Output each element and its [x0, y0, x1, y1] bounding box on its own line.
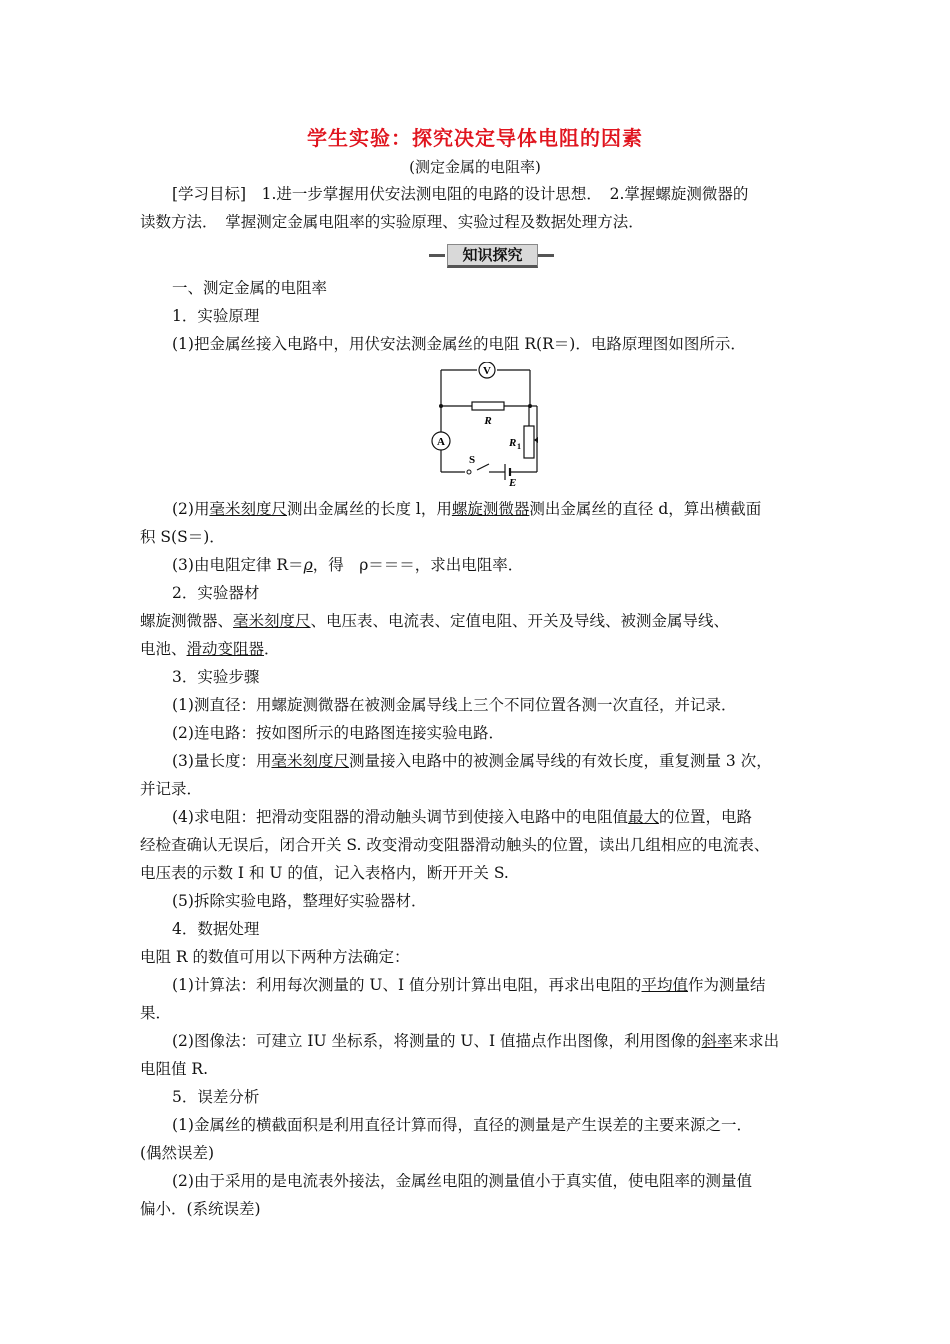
d1-text-a: (1)计算法：利用每次测量的 U、I 值分别计算出电阻，再求出电阻的 [172, 976, 642, 994]
eq2-text-a: 电池、 [140, 640, 187, 658]
step-4-line3: 电压表的示数 I 和 U 的值，记入表格内，断开开关 S. [140, 864, 509, 882]
subheading-error: 5．误差分析 [172, 1088, 260, 1106]
data-method-1 [172, 973, 766, 995]
section-heading: 一、测定金属的电阻率 [172, 279, 328, 297]
step-1: (1)测直径：用螺旋测微器在被测金属导线上三个不同位置各测一次直径，并记录． [172, 696, 737, 714]
rheostat-subscript: 1 [517, 442, 521, 451]
s3-text-a: (3)量长度：用 [172, 752, 272, 770]
ammeter-label: A [437, 436, 445, 448]
rheostat-label: R [509, 437, 517, 449]
s3-text-b: 测量接入电路中的被测金属导线的有效长度，重复测量 3 次， [348, 752, 772, 770]
banner-label: 知识探究 [447, 244, 538, 268]
eq1-text-b: 、电压表、电流表、定值电阻、开关及导线、被测金属导线、 [310, 612, 730, 630]
p2-text-a: (2)用 [172, 500, 210, 518]
section-banner [429, 244, 554, 266]
learning-goals-line-1: [学习目标] 1.进一步掌握用伏安法测电阻的电路的设计思想． 2.掌握螺旋测微器的 [172, 185, 749, 203]
step-3 [172, 749, 772, 771]
eq2-underline: 滑动变阻器 [186, 640, 265, 658]
subheading-data: 4．数据处理 [172, 920, 260, 938]
p2-underline-ruler: 毫米刻度尺 [209, 500, 287, 518]
step-3-line2: 并记录． [140, 780, 203, 798]
step-4 [172, 805, 752, 827]
d2-underline: 斜率 [701, 1032, 733, 1050]
data-method-2 [172, 1029, 779, 1051]
principle-p1: (1)把金属丝接入电路中，用伏安法测金属丝的电阻 R(R＝)．电路原理图如图所示． [172, 335, 746, 353]
d2-text-b: 来求出 [732, 1032, 780, 1050]
data-method-2-line2: 电阻值 R. [140, 1060, 209, 1078]
resistor-label: R [484, 415, 492, 427]
p3-underline-rho: ρ [303, 556, 313, 574]
p2-text-c: 测出金属丝的直径 d，算出横截面 [529, 500, 762, 518]
subheading-principle: 1．实验原理 [172, 307, 260, 325]
step-4-line2: 经检查确认无误后，闭合开关 S. 改变滑动变阻器滑动触头的位置，读出几组相应的电流表、 [140, 836, 770, 854]
principle-p2-line2: 积 S(S＝)． [140, 528, 225, 546]
error-1-line2: (偶然误差) [140, 1144, 215, 1162]
page-subtitle: (测定金属的电阻率) [409, 158, 541, 176]
subheading-equipment: 2．实验器材 [172, 584, 260, 602]
eq1-text-a: 螺旋测微器、 [140, 612, 234, 630]
p3-text-a: (3)由电阻定律 R＝ [172, 556, 304, 574]
d1-text-b: 作为测量结 [688, 976, 766, 994]
learning-goals-line-2: 读数方法． 掌握测定金属电阻率的实验原理、实验过程及数据处理方法． [140, 213, 644, 231]
equipment-line-2 [140, 637, 280, 659]
step-5: (5)拆除实验电路，整理好实验器材． [172, 892, 427, 910]
p2-underline-micrometer: 螺旋测微器 [451, 500, 530, 518]
d2-text-a: (2)图像法：可建立 IU 坐标系，将测量的 U、I 值描点作出图像，利用图像的 [172, 1032, 702, 1050]
data-method-1-line2: 果． [140, 1004, 172, 1022]
data-intro: 电阻 R 的数值可用以下两种方法确定： [140, 948, 410, 966]
eq1-underline: 毫米刻度尺 [233, 612, 311, 630]
banner-left-bar [429, 254, 445, 257]
s4-underline: 最大 [627, 808, 659, 826]
principle-p2 [172, 497, 761, 519]
error-1: (1)金属丝的横截面积是利用直径计算而得，直径的测量是产生误差的主要来源之一． [172, 1116, 752, 1134]
error-2: (2)由于采用的是电流表外接法，金属丝电阻的测量值小于真实值，使电阻率的测量值 [172, 1172, 752, 1190]
s3-underline: 毫米刻度尺 [271, 752, 349, 770]
circuit-diagram [425, 362, 555, 487]
principle-p3 [172, 553, 523, 575]
d1-underline: 平均值 [641, 976, 689, 994]
error-2-line2: 偏小．(系统误差) [140, 1200, 261, 1218]
voltmeter-label: V [483, 365, 491, 377]
s4-text-b: 的位置，电路 [658, 808, 752, 826]
eq2-text-b: ． [264, 640, 280, 658]
switch-label: S [469, 454, 476, 466]
page-title: 学生实验：探究决定导体电阻的因素 [307, 126, 643, 150]
s4-text-a: (4)求电阻：把滑动变阻器的滑动触头调节到使接入电路中的电阻值 [172, 808, 628, 826]
banner-right-bar [538, 254, 554, 257]
step-2: (2)连电路：按如图所示的电路图连接实验电路． [172, 724, 504, 742]
p2-text-b: 测出金属丝的长度 l，用 [286, 500, 452, 518]
battery-label: E [509, 477, 517, 487]
equipment-line-1 [140, 609, 729, 631]
subheading-steps: 3．实验步骤 [172, 668, 260, 686]
p3-text-b: ，得 ρ＝＝＝，求出电阻率． [312, 556, 524, 574]
